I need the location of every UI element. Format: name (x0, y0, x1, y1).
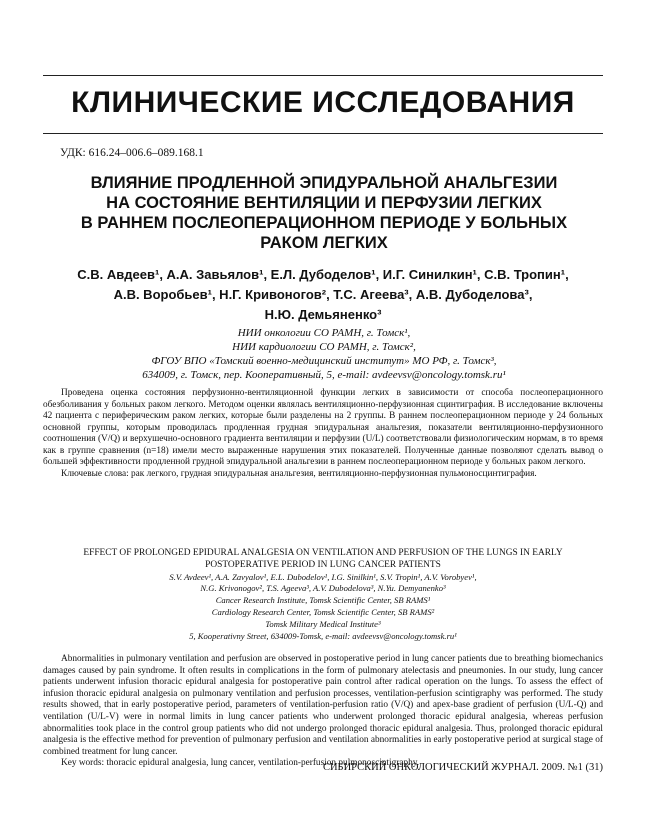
english-affiliation-line: Cardiology Research Center, Tomsk Scientific Center, SB RAMS² (211, 606, 435, 617)
abstract-en (43, 654, 603, 770)
authors-line: С.В. Авдеев¹, А.А. Завьялов¹, Е.Л. Дубоделов¹, И.Г. Синилкин¹, С.В. Тропин¹, (77, 267, 569, 282)
authors (40, 265, 606, 325)
affiliation-line: 634009, г. Томск, пер. Кооперативный, 5, e-mail: avdeevsv@oncology.tomsk.ru¹ (142, 369, 506, 381)
affiliation-line: НИИ кардиологии СО РАМН, г. Томск², (232, 341, 416, 353)
title-line: В РАННЕМ ПОСЛЕОПЕРАЦИОННОМ ПЕРИОДЕ У БОЛЬНЫХ (80, 214, 568, 232)
article-title (60, 173, 588, 253)
affiliation-line: ФГОУ ВПО «Томский военно-медицинский институт» МО РФ, г. Томск³, (151, 355, 497, 367)
english-authors-line: N.G. Krivonogov², T.S. Ageeva³, A.V. Dubodelova³, N.Yu. Demyanenko³ (200, 583, 446, 594)
authors-line: Н.Ю. Демьяненко³ (264, 307, 382, 322)
journal-footer: СИБИРСКИЙ ОНКОЛОГИЧЕСКИЙ ЖУРНАЛ. 2009. №1 (31) (322, 762, 603, 773)
keywords-ru: Ключевые слова: рак легкого, грудная эпидуральная анальгезия, вентиляционно-перфузионная пульмоносцинтиграфия. (61, 468, 537, 479)
abstract-ru-text: Проведена оценка состояния перфузионно-вентиляционной функции легких в зависимости от способа послеоперационного обезболивания у больных раком легкого. Методом оценки являлась вентиляционно-перфузионная сцинтиграфия. В исследование включены 42 пациента с периферическим раком легких, которые были разделены на 2 группы. В раннем послеоперационном периоде у 24 больных основной группы, которым проводилась продленная грудная эпидуральная анальгезия, показатели вентиляционно-перфузионного соотношения (V/Q) и верхушечно-основного градиента вентиляции и перфузии (U/L) соответствовали физиологическим нормам, в то время как в группе сравнения (n=18) имели место выраженные нарушения этих показателей. Полученные данные позволяют сделать вывод о большей эффективности продленной грудной эпидуральной анальгезии в раннем послеоперационном периоде у больных раком легкого. (43, 388, 603, 467)
english-title-line: EFFECT OF PROLONGED EPIDURAL ANALGESIA ON VENTILATION AND PERFUSION OF THE LUNGS IN EARLY (83, 548, 563, 558)
top-rule (43, 75, 603, 76)
section-title: КЛИНИЧЕСКИЕ ИССЛЕДОВАНИЯ (71, 86, 575, 119)
title-line: ВЛИЯНИЕ ПРОДЛЕННОЙ ЭПИДУРАЛЬНОЙ АНАЛЬГЕЗИИ (90, 174, 558, 192)
english-affiliation-line: Cancer Research Institute, Tomsk Scientific Center, SB RAMS¹ (215, 595, 431, 606)
authors-line: А.В. Воробьев¹, Н.Г. Кривоногов², Т.С. Агеева³, А.В. Дубоделова³, (113, 287, 533, 302)
english-address-line: 5, Kooperativny Street, 634009-Tomsk, e-mail: avdeevsv@oncology.tomsk.ru¹ (189, 630, 457, 641)
udk-code: УДК: 616.24–006.6–089.168.1 (60, 147, 204, 159)
english-authors-line: S.V. Avdeev¹, A.A. Zavyalov¹, E.L. Dubodelov¹, I.G. Sinilkin¹, S.V. Tropin¹, A.V. Vorobyev¹, (169, 571, 477, 582)
title-line: НА СОСТОЯНИЕ ВЕНТИЛЯЦИИ И ПЕРФУЗИИ ЛЕГКИХ (106, 194, 542, 212)
title-line: РАКОМ ЛЕГКИХ (260, 234, 388, 252)
affiliations (60, 326, 588, 382)
abstract-ru (43, 388, 603, 480)
english-title-line: POSTOPERATIVE PERIOD IN LUNG CANCER PATIENTS (205, 559, 441, 570)
keywords-en: Key words: thoracic epidural analgesia, lung cancer, ventilation-perfusion pulmonoscintigraphy. (61, 758, 420, 769)
affiliation-line: НИИ онкологии СО РАМН, г. Томск¹, (237, 327, 411, 339)
section-rule (43, 133, 603, 134)
english-header (43, 548, 603, 642)
english-affiliation-line: Tomsk Military Medical Institute³ (265, 618, 381, 629)
abstract-en-text: Abnormalities in pulmonary ventilation and perfusion are observed in postoperative period in lung cancer patients due to breathing biomechanics damages caused by pain syndrome. It often results in complications in the form of pulmonary atelectasis and pneumonies. In our study, lung cancer patients underwent infusion thoracic epidural analgesia for postoperative pain control after radical operation on the lungs. To assess the effect of infusion thoracic epidural analgesia on pulmonary ventilation and perfusion processes, ventilation-perfusion scintigraphy was performed. The study results showed, that in early postoperative period, parameters of ventilation-perfusion ratio (V/Q) and apex-base gradient of perfusion (U/L-Q) and ventilation (U/L-V) were in normal limits in lung cancer patients who underwent prolonged thoracic epidural analgesia, whereas perfusion abnormalities took place in the control group patients who did not undergo prolonged thoracic epidural analgesia. Thus, prolonged thoracic epidural analgesia is the effective method for prevention of pulmonary perfusion and ventilation abnormalities in early postoperative period at surgical stage of combined treatment for lung cancer. (43, 654, 603, 757)
